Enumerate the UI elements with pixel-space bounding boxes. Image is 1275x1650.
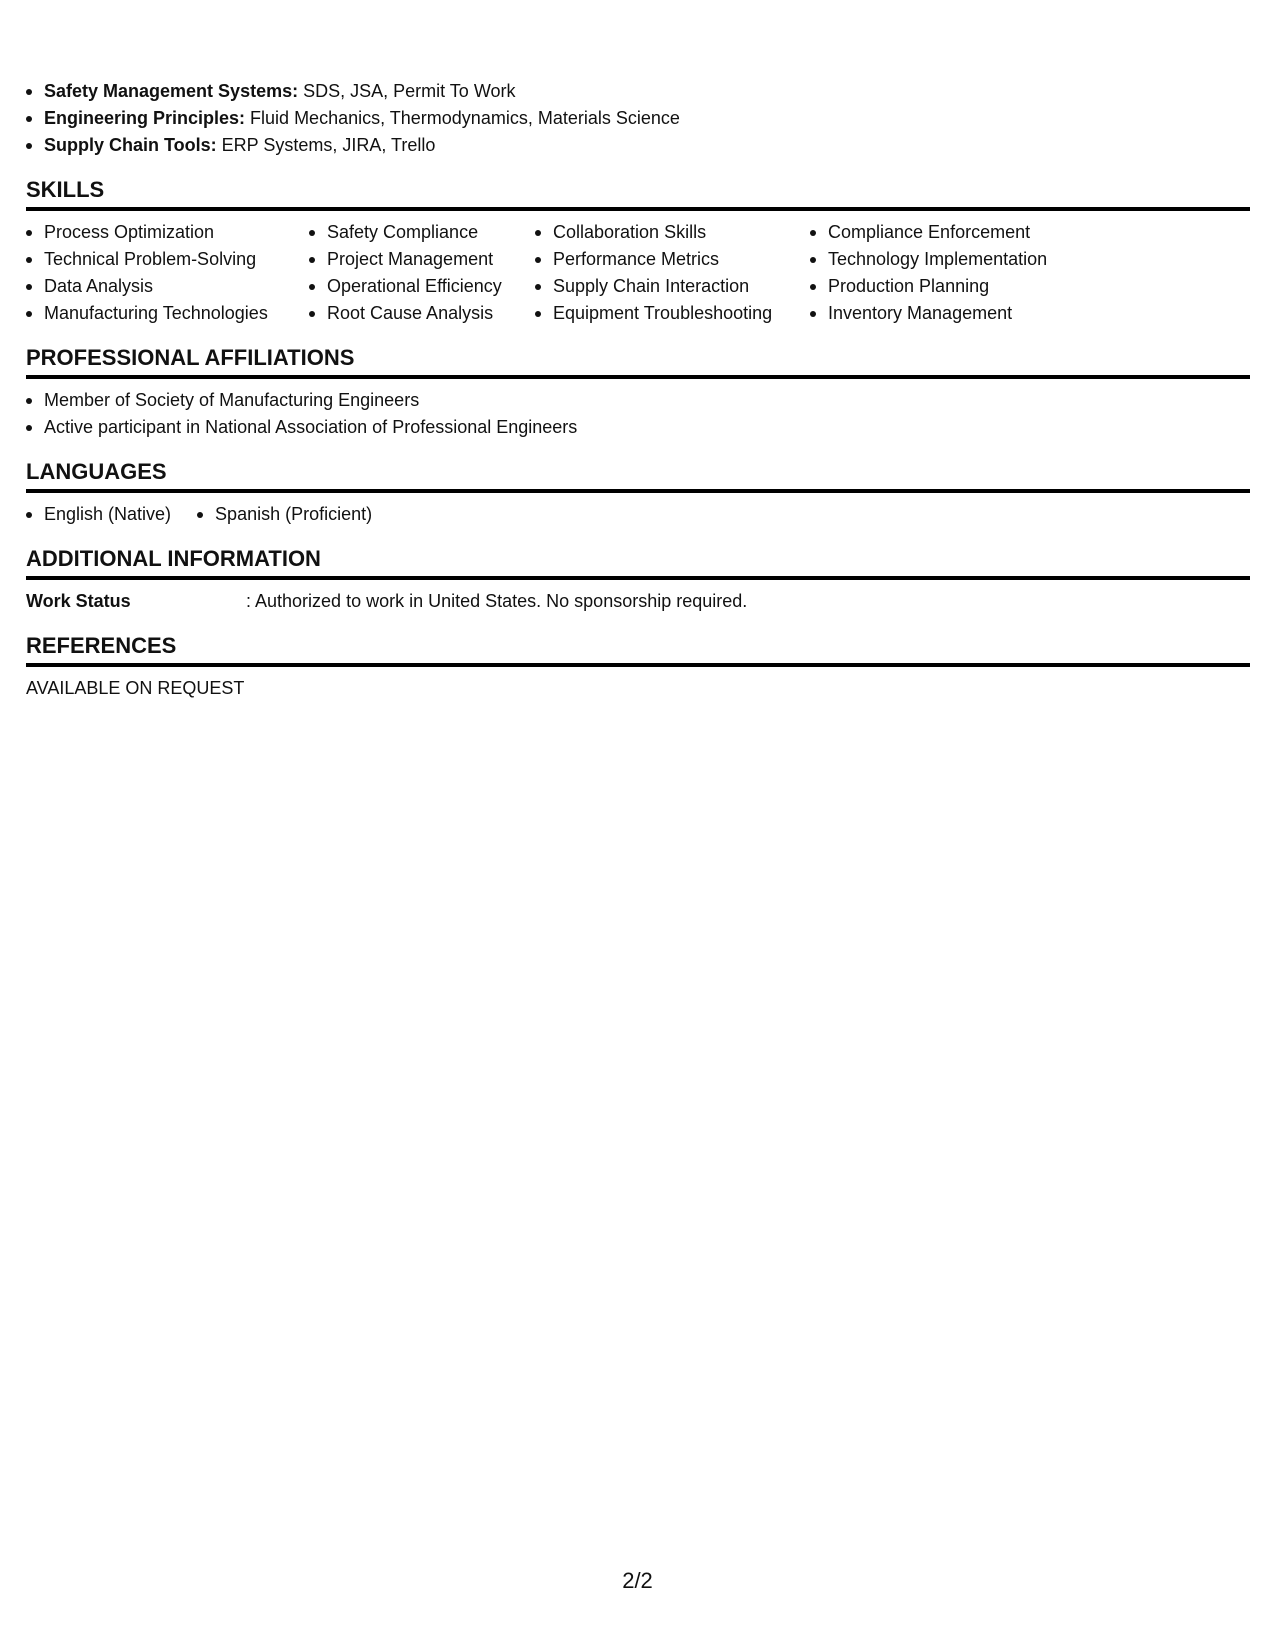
list-item: Compliance Enforcement [810,219,1110,246]
list-item: Root Cause Analysis [309,300,535,327]
section-title: SKILLS [26,177,1250,211]
tool-category-value: SDS, JSA, Permit To Work [298,81,516,101]
section-title: LANGUAGES [26,459,1250,493]
list-item: English (Native) [26,501,171,528]
tools-list [26,78,1250,159]
list-item: Performance Metrics [535,246,810,273]
languages-list [26,501,1250,528]
languages-section [26,459,1250,528]
skills-column [26,219,309,327]
list-item [26,132,1250,159]
section-title: REFERENCES [26,633,1250,667]
list-item: Supply Chain Interaction [535,273,810,300]
tool-category-value: Fluid Mechanics, Thermodynamics, Materials Science [245,108,680,128]
list-item [26,78,1250,105]
list-item: Project Management [309,246,535,273]
additional-info-section [26,546,1250,615]
tool-category-value: ERP Systems, JIRA, Trello [216,135,436,155]
tool-category-label: Supply Chain Tools: [44,135,217,155]
list-item: Active participant in National Association of Professional Engineers [26,414,1250,441]
work-status-label: Work Status [26,591,131,611]
list-item: Equipment Troubleshooting [535,300,810,327]
work-status-row [26,588,1250,615]
affiliations-section [26,345,1250,441]
skills-column [810,219,1110,327]
references-text: AVAILABLE ON REQUEST [26,678,245,698]
list-item: Manufacturing Technologies [26,300,309,327]
references-section [26,633,1250,702]
list-item: Technical Problem-Solving [26,246,309,273]
list-item: Collaboration Skills [535,219,810,246]
skills-section [26,177,1250,327]
list-item: Operational Efficiency [309,273,535,300]
list-item: Technology Implementation [810,246,1110,273]
tool-category-label: Safety Management Systems: [44,81,299,101]
page-number: 2/2 [622,1568,653,1593]
tool-category-label: Engineering Principles: [44,108,246,128]
list-item [26,105,1250,132]
list-item: Spanish (Proficient) [197,501,372,528]
skills-grid [26,219,1250,327]
work-status-value: : Authorized to work in United States. No sponsorship required. [246,591,748,611]
list-item: Process Optimization [26,219,309,246]
resume-page [26,78,1250,702]
section-title: PROFESSIONAL AFFILIATIONS [26,345,1250,379]
section-title: ADDITIONAL INFORMATION [26,546,1250,580]
list-item: Inventory Management [810,300,1110,327]
list-item: Data Analysis [26,273,309,300]
list-item: Production Planning [810,273,1110,300]
skills-column [309,219,535,327]
list-item: Member of Society of Manufacturing Engineers [26,387,1250,414]
list-item: Safety Compliance [309,219,535,246]
skills-column [535,219,810,327]
affiliations-list [26,387,1250,441]
